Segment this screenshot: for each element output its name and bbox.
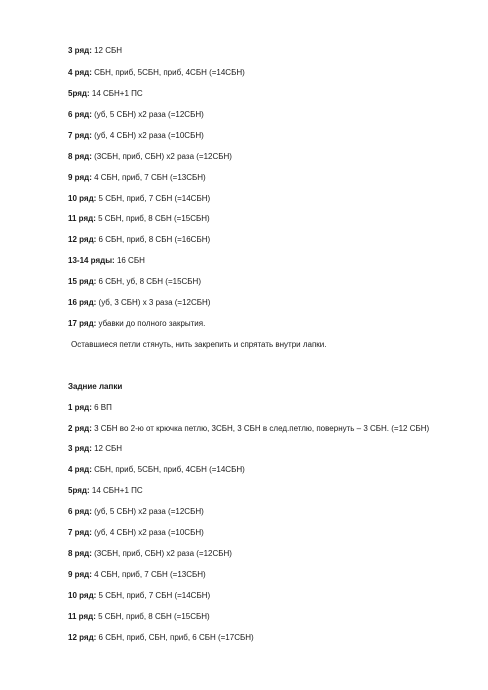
row-line: 10 ряд: 5 СБН, приб, 7 СБН (=14СБН) (68, 591, 211, 600)
row-line: 5ряд: 14 СБН+1 ПС (68, 486, 143, 495)
row-line: 5ряд: 14 СБН+1 ПС (68, 89, 143, 98)
row-line: 8 ряд: (3СБН, приб, СБН) х2 раза (=12СБН) (68, 152, 232, 161)
row-line: 8 ряд: (3СБН, приб, СБН) х2 раза (=12СБН) (68, 549, 232, 558)
row-line: 7 ряд: (уб, 4 СБН) х2 раза (=10СБН) (68, 528, 204, 537)
row-line: 12 ряд: 6 СБН, приб, СБН, приб, 6 СБН (=17СБН) (68, 633, 254, 642)
row-line: 15 ряд: 6 СБН, уб, 8 СБН (=15СБН) (68, 277, 201, 286)
row-line: 16 ряд: (уб, 3 СБН) х 3 раза (=12СБН) (68, 298, 211, 307)
row-line: 11 ряд: 5 СБН, приб, 8 СБН (=15СБН) (68, 612, 210, 621)
row-line: 11 ряд: 5 СБН, приб, 8 СБН (=15СБН) (68, 214, 210, 223)
row-line: 3 ряд: 12 СБН (68, 444, 123, 453)
row-line: 10 ряд: 5 СБН, приб, 7 СБН (=14СБН) (68, 194, 211, 203)
row-line: 3 ряд: 12 СБН (68, 46, 123, 55)
row-line: 1 ряд: 6 ВП (68, 403, 112, 412)
finishing-note: Оставшиеся петли стянуть, нить закрепить и спрятать внутри лапки. (71, 340, 327, 349)
row-line: 9 ряд: 4 СБН, приб, 7 СБН (=13СБН) (68, 570, 206, 579)
row-line: 17 ряд: убавки до полного закрытия. (68, 319, 206, 328)
row-line: 6 ряд: (уб, 5 СБН) х2 раза (=12СБН) (68, 110, 204, 119)
row-line: 4 ряд: СБН, приб, 5СБН, приб, 4СБН (=14СБН) (68, 68, 245, 77)
row-line: 13-14 ряды: 16 СБН (68, 256, 145, 265)
row-line: 9 ряд: 4 СБН, приб, 7 СБН (=13СБН) (68, 173, 206, 182)
row-line: 4 ряд: СБН, приб, 5СБН, приб, 4СБН (=14СБН) (68, 465, 245, 474)
section-title: Задние лапки (68, 382, 123, 391)
row-line: 7 ряд: (уб, 4 СБН) х2 раза (=10СБН) (68, 131, 204, 140)
row-line: 6 ряд: (уб, 5 СБН) х2 раза (=12СБН) (68, 507, 204, 516)
row-line: 2 ряд: 3 СБН во 2-ю от крючка петлю, 3СБН, 3 СБН в след.петлю, повернуть – 3 СБН. (=12 СБН) (68, 424, 430, 433)
row-line: 12 ряд: 6 СБН, приб, 8 СБН (=16СБН) (68, 235, 211, 244)
